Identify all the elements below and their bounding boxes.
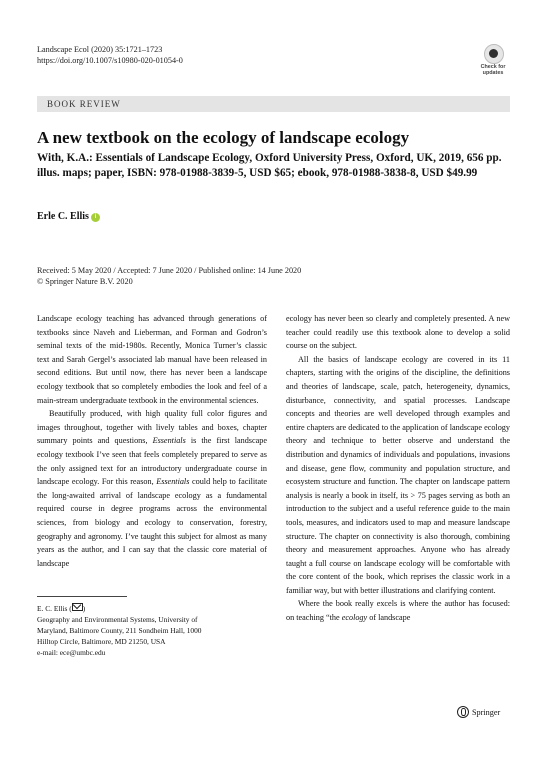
affiliation-line: Hilltop Circle, Baltimore, MD 21250, USA bbox=[37, 637, 166, 646]
author-name[interactable]: Erle C. Ellis bbox=[37, 211, 89, 222]
copyright: © Springer Nature B.V. 2020 bbox=[37, 277, 133, 286]
badge-label: Check for updates bbox=[480, 64, 506, 76]
publisher-logo bbox=[457, 706, 500, 718]
affiliation bbox=[37, 603, 267, 658]
paragraph: All the basics of landscape ecology are covered in its 11 chapters, starting with the origins of the discipline, the definitions and theories of landscape, scale, patch, heterogeneity, dynamics, disturbance, connectivity, and spatial processes. Landscape concepts and theories are well developed through examples and entire chapters are dedicated to the application of landscape ecology theory and technique to better observe and understand the distribution and dynamics of individuals and populations, invasions and disease, gene flow, community and population structure, and ecosystem structure and function. The chapter on landscape pattern analysis is nearly a book in itself, its > 75 pages serving as both an introduction to the subject and a useful reference guide to the main tools, measures, and indicators used to map and measure landscape structure. The chapter on connectivity is also thorough, combining theory and measurement approaches. Anyone who has already taught a full course on landscape ecology will be comfortable with the core content of the book, which reprises the classic work in a familiar way, but with better illustrations and clarifying content. bbox=[286, 354, 510, 595]
left-column bbox=[37, 312, 267, 570]
journal-info bbox=[37, 44, 183, 66]
update-circle-icon bbox=[484, 44, 504, 64]
emphasis: Essentials bbox=[156, 477, 190, 487]
author-line bbox=[37, 211, 100, 222]
envelope-icon[interactable] bbox=[72, 603, 83, 611]
affiliation-line: Maryland, Baltimore County, 211 Sondheim Hall, 1000 bbox=[37, 626, 202, 635]
affiliation-line: Geography and Environmental Systems, University of bbox=[37, 615, 198, 624]
citation: Landscape Ecol (2020) 35:1721–1723 bbox=[37, 45, 163, 54]
emphasis: ecology bbox=[341, 613, 368, 623]
paragraph: Landscape ecology teaching has advanced through generations of textbooks since Naveh and Lieberman, and Forman and Godron’s seminal texts of the mid-1980s. Recently, Monica Turner’s classic text and Sarah Gergel’s associated lab manual have been released in second editions. But until now, there has never been a landscape ecology textbook that so completely embodies the look and feel of a main-stream undergraduate textbook in the environmental sciences. bbox=[37, 314, 267, 405]
paragraph: Where the book really excels is where the author has focused: on teaching “the ecology of landscape bbox=[286, 599, 510, 623]
history: Received: 5 May 2020 / Accepted: 7 June 2020 / Published online: 14 June 2020 bbox=[37, 266, 302, 275]
article-title: A new textbook on the ecology of landscape ecology bbox=[37, 128, 410, 147]
publisher-name: Springer bbox=[472, 707, 501, 717]
book-citation: With, K.A.: Essentials of Landscape Ecology, Oxford University Press, Oxford, UK, 2019, 656 pp. illus. maps; paper, ISBN: 978-01988-3839-5, USD $65; ebook, 978-01988-3838-8, USD $49.99 bbox=[37, 152, 502, 179]
emphasis: Essentials bbox=[152, 436, 186, 446]
check-for-updates-badge[interactable] bbox=[476, 44, 510, 78]
affiliation-name: E. C. Ellis ( ) bbox=[37, 604, 86, 613]
section-label: BOOK REVIEW bbox=[37, 96, 510, 112]
doi-link[interactable]: https://doi.org/10.1007/s10980-020-01054-0 bbox=[37, 56, 183, 65]
right-column bbox=[286, 312, 510, 625]
springer-horse-icon bbox=[457, 706, 469, 718]
publication-dates bbox=[37, 265, 301, 287]
footnote-divider bbox=[37, 596, 127, 597]
paragraph: ecology has never been so clearly and completely presented. A new teacher could readily use this textbook alone to develop a solid course on the subject. bbox=[286, 314, 510, 351]
email[interactable]: e-mail: ece@umbc.edu bbox=[37, 648, 106, 657]
orcid-icon[interactable]: i bbox=[91, 213, 100, 222]
paragraph: Beautifully produced, with high quality full color figures and images throughout, together with lively tables and boxes, chapter summary points and questions, Essentials is the first landscape ecology textbook I’ve seen that feels completely prepared to serve as the only assigned text for an introductory undergraduate course in landscape ecology. For this reason, Essentials could help to facilitate the long-awaited arrival of landscape ecology as a fundamental required course in degree programs across the environmental sciences, from biology and ecology to conservation, forestry, geography and agronomy. I’ve taught this subject for almost as many years as the author, and I can say that the classic core material of landscape bbox=[37, 409, 267, 568]
